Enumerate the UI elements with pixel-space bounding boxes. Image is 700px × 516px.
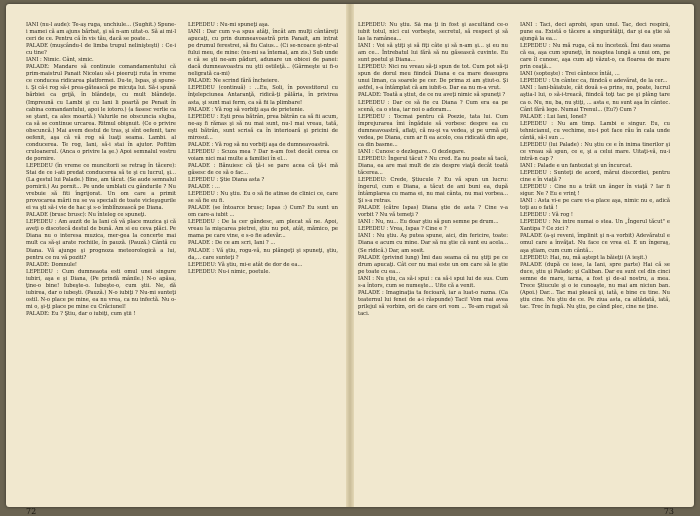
dialogue-paragraph: LEPEDEU : Eşti prea bătrân, prea bătrân ca să fii acum, ne-aş fi rămas şi să nu mai sunt, nu-l mai vreau, tată, eşti bătrân, sunt scrisă ca în interioară şi pricini de mirosul...	[188, 113, 338, 141]
dialogue-paragraph: PALADE : Bănuiesc că ţă-i se pare acea că ţă-i mă găsesc de ce să o fac...	[188, 162, 338, 176]
dialogue-paragraph: IANI : Nu ştiu. Aş putea spune, aici, din fericire, toate: Diana e acum cu mine. Dar să nu ştie că sunt eu acela... (Se ridică.) Dar, am sosit.	[358, 233, 508, 254]
dialogue-paragraph: IANI : Iani-bâiatule, cât două s-a prins, nu, poate, lucrul aştia-l lui, o să-i-treacă, fiindcă toţi tac pe şi plâng tare ca o. Nu, nu, ba, nu ştiţi, ... asta e, nu sunt aşa în cântec. Cânt fără lege. Numai Trenul... (Eu?) Cum ?	[520, 85, 670, 113]
dialogue-paragraph: IANI : Nu ştiu, ca să-i spui : ca să-i spui lui de sus. Cum s-a întors, cum se numeşte... Uite că a venit.	[358, 275, 508, 289]
left-page-column-2	[188, 22, 338, 492]
dialogue-paragraph: LEPEDEU : Un cântec ca, fiindcă e adevărat, de la cer...	[520, 78, 668, 85]
dialogue-paragraph: LEPEDEU (în vreme ce muncitorii se retrag în tăcere): Stai de ce i-ati predat conducerea să te şi cu lucrul, şi...(La gestul lui Palade.) Bine, am tăcut. (Se aude semnalul pornirii.) Au pornit... Pe unde umblati cu gândurile ? Nu vrebuie să fiti îngrijorat. Un om care a primit provocarea mării nu se va speciali de toate vicleşugurile ei va şti să-i vie de hac şi s-o îmblînzească pe Diana.	[26, 162, 176, 212]
dialogue-paragraph: LEPEDEU : Nu-mi spuneţi aşa.	[188, 22, 270, 28]
dialogue-paragraph: IANI (nu-l aude): Te-aş ruga, unchiule... (Sughit.) Spune-i mamei că am ajuns bărbat, şi să n-am uitat-o. Să ai mi-l ceri de ce. Pentru că în vis tău, dacă se poate...	[26, 22, 176, 43]
dialogue-paragraph: LEPEDEU : Ştie Diana asta ?	[188, 177, 265, 184]
dialogue-paragraph: PALADE (a-şi reveni, împlinit şi n-a vorbit) Adevăratul e omul care a învăţat. Nu face ce vrea el. E un îngeraş, aşa ştiam, cum cum cântă...	[520, 233, 670, 254]
dialogue-paragraph: LEPEDEU: Nici nu vreau să-ţi spun de tot. Cum pot să-ţi spun de dorul meu fiindcă Diana e ca mare deasupra unui liman, ca soarele pe cer. De prima zi am ştiut-o. Şi astfel, s-a întâmplat că am iubit-o. Dar ea nu m-a vrut.	[358, 64, 508, 92]
dialogue-paragraph: PALADE (către Ispas) Diana ştie de asta ? Cine v-a vorbit ? Nu vă temeţi ?	[358, 205, 508, 219]
book-spread	[6, 4, 694, 516]
dialogue-paragraph: LEPEDEU : De la cer gândesc, am plecat să ne. Apoi, vreau la mişcarea pietrei, ştiu nu pot, atât, mămico, pe mama pe care vine, e s-o fie adevăr...	[188, 219, 338, 240]
dialogue-paragraph: LEPEDEU : Dar ce să fie cu Diana ? Cum era ea pe scenă, ca o stea, iar noi o adoram...	[358, 99, 508, 113]
left-page-number: 72	[26, 507, 37, 516]
dialogue-paragraph: IANI : Cunosc o dezlegare.. O dezlegare.	[358, 148, 466, 155]
dialogue-paragraph: IANI : Palade e un fanteziat şi un încurcat.	[520, 162, 633, 169]
dialogue-paragraph: PALADE (după ce iese, la Iani, spre parte) Hai că se duce, ştiu şi Palade; şi Caliban. Dar eu sunt cel din cinci semne de mare, iarna, a fost şi de-al nostru, a mea. Trece Ştiucule şi o ie cunoaşte, nu mai am niciun ban. (Apoi.) Dar... Tac mai pleacă şi, iată, e bine cu tine. Nu ştiu cine. Nu ştiu de ce. Pe ziua asta, ca altădată, iată, tac. Trec în fugă. Nu ştiu, pe când plec, cine ne ţine.	[520, 261, 670, 310]
dialogue-paragraph: PALADE: Ne scrind fără încheiere.	[188, 78, 280, 85]
right-page-number: 73	[663, 507, 674, 516]
dialogue-paragraph: LEPEDEU : Vă rog !	[520, 212, 574, 219]
dialogue-paragraph: LEPEDEU: Crede, Ştiucule ? Eu vă spun un lucru: îngerul, cum e Diana, a tăcut de ani buni ea, după întâmplarea cu mama ei, nu mai cânta, nu mai vorbea... Şi s-a retras.	[358, 177, 508, 205]
dialogue-paragraph: IANI (sopteşte) : Trei cântece întâi, ...	[520, 71, 620, 78]
dialogue-paragraph: IANI : Dar cum v-a spus atâţi, încât am mulţi cântâreţi apucaţi, cu prin dumneavoastră prin Panait, am intrat pe drumul ferestrei, să fiu Caius... (Ci se-ncoace şi-ntr-al fului meu, de mine: (nu-mi sa întemal, am zis.) Sub unde e că se şti ne-am păduri, adunare un obicei de panei: dacă dumneavoastra nu ştii ostileţă... (Gârmeşte ui fi-o neligrată ca-mi)	[188, 29, 338, 78]
dialogue-paragraph: PALADE : Vă rog să nu vorbiţi aşa de dumneavoastră.	[188, 141, 330, 148]
dialogue-paragraph: PALADE (muşcându-l de limba trupul nelinişteşti) : Ce-i cu tine?	[26, 43, 176, 57]
dialogue-paragraph: LEPEDEU: Vă ştiu, mi-e atât de dor de ea...	[188, 261, 303, 268]
dialogue-paragraph: PALADE: Domnule!	[26, 261, 77, 268]
dialogue-paragraph: LEPEDEU: Nu-i nimic, poetule.	[188, 268, 271, 275]
dialogue-paragraph: PALADE: Eu ? Ştiu, dar o iubiţi, cum ştii !	[26, 310, 136, 317]
dialogue-paragraph: LEPEDEU : Am auzit de la Iani că vă place muzica şi că aveţi o discotecă destul de bună. Am si eu ceva plăci. Pe Diana nu o interesa muzica, mer-gea la concerte mai mult ca să-şi arate rochiile, în pauză. (Pauză.) Cântă cu Diana. Vă ajunge şi prognoza meteorologică a lui, pentru ce nu vă poziti?	[26, 219, 176, 261]
dialogue-paragraph: LEPEDEU (continuă) : ...Eu, Soli, în povestitorul cu înţelepciunea Antaranţă, ridică-ţi pălăria, în privirea asta, şi sunt mai ferm, ca să fii la plimbare!	[188, 85, 338, 106]
dialogue-paragraph: IANI : Asta vi-e pe care vi-a place aşa, nimic nu e, adică toţi au o fată !	[520, 198, 670, 212]
dialogue-paragraph: LEPEDEU: Îngerul tăcut ? Nu cred. Ea nu poate să tacă, Diana, ea are mai mult de zis despre viaţă decât toată tăcerea...	[358, 155, 508, 176]
dialogue-paragraph: PALADE : Lui Iani, Ionel?	[520, 113, 587, 120]
dialogue-paragraph: PALADE : Vă ştiu, rogu-vă, nu plângeţi şi spuneţi, ştiu, da,... care sunteţi ?	[188, 247, 338, 261]
dialogue-paragraph: IANI : Nimic. Cânt, simic.	[26, 57, 94, 64]
dialogue-paragraph: PALADE: Mandare să continuie comandamentului că prim-maistrul Panait Nicolau să-i pieeruţi ruta în vreme ce conducea ridicarea platformei. Du-te, Ispas, şi spune-i. Şi că-i rog să-i prea-gătească pe micuţa lui. Să-i spună bărbiei ca grijă, în blândeţe, cu mult blândeţe. (Impreună cu Lambi şi cu Iani li poartă pe Penait în cabina comandantului, apoi le iotoro.) (a fasesc verlie ca se ştant, ca ales moartă.) Valurile ne obscuncia slujba, ca să se continue urcarea. Ritmul obişnuit. (Ce o privire obscuncă.) Mai avem destul de tras, şi sînt oefenit, tare oefenit, aşa că vă rog să luaţi seama. Lambi. al conducerea. Te rog, Iani, să-i stai în ajutor. Pofttim cruloanerul. (Anca o privire la şe.) Apoi semnalul vostru de pornire.	[26, 64, 176, 162]
dialogue-paragraph: LEPEDEU : Scuza mea ? Dar n-am fost decât cerea ce voiam nici mai multe a familiei în el...	[188, 148, 338, 162]
dialogue-paragraph: PALADE (brusc brusc): Nu înteleg ce spuneţi.	[26, 212, 147, 219]
dialogue-paragraph: IANI : Nu, nu... Eu doar ştiu să pun semne pe drum...	[358, 219, 499, 226]
dialogue-paragraph: PALADE : De ce am scri, Iani ? ...	[188, 240, 276, 247]
dialogue-paragraph: LEPEDEU : Vrea, Ispas ? Cine e ?	[358, 226, 447, 233]
dialogue-paragraph: PALADE : Imaginaţia ta fecioară, iar a luat-o razna. (Ca teaternul lui fenei de a-i răspunde) Taci! Vom mai avea prilejul să vorbim, ori de care ori vom ... Te-am rugat să taci.	[358, 289, 508, 317]
dialogue-paragraph: PALADE : ...	[188, 184, 220, 191]
dialogue-paragraph: PALADE: Toată a ştiut, de ce nu aveţi nimic să spuneţi ?	[358, 92, 506, 99]
dialogue-paragraph: PALADE (se întoarce brusc; Ispas :) Cum? Eu sunt un om care-a iubit ...	[188, 205, 338, 219]
dialogue-paragraph: PALADE : Vă rog să vorbiţi aşa de prietenie.	[188, 106, 305, 113]
dialogue-paragraph: LEPEDEU: Hai, nu, mă aştept la băieţii (A ieşit.)	[520, 254, 648, 261]
dialogue-paragraph: LEPEDEU : Nu mă ruga, că nu înceteză. Îmi dau seama că ea, aşa cum spuneţi, în noaptea lungă a unui om, pe care îl cunosc, aşa cum aţi văzut-o, ca floarea de mare prin ceaţă...	[520, 43, 670, 71]
book-gutter	[346, 4, 354, 507]
right-page-column-2	[520, 22, 670, 492]
dialogue-paragraph: PALADE (privind lung) Îmi dau seama că nu ştiţi pe ce drum apucaţi. Cât cer nu mai este un om care să le ştie pe toate cu ea...	[358, 254, 508, 275]
dialogue-paragraph: LEPEDEU : Sunteţi de acord, mărui discordiei, pentru cine e în viaţă ?	[520, 169, 670, 184]
dialogue-paragraph: IANI : Voi să ştiţi şi să fiţi câte şi să n-am şi... şi eu nu am ce... Întrebatul lui fără să nu găsească cuvinte. Eu sunt poetul şi Diana...	[358, 43, 508, 64]
dialogue-paragraph: LEPEDEU: Nu ştiu. Să ma ţi în fost şi ascultând ce-o iubit totul, nici cui vorbeşte, secretul, să respect şi să las la ramânea...	[358, 22, 508, 43]
dialogue-paragraph: LEPEDEU (lui Palade) : Nu ştiu ce e în inima tinerilor şi ce vreau să spun, ce e, şi a celui mare. Uitaţi-vă, nu-i intră-n cap ?	[520, 141, 670, 162]
dialogue-paragraph: LEPEDEU : Nu ştiu. Eu o să fie atinse de clinici ce, care se să fie eu fi.	[188, 191, 338, 205]
dialogue-paragraph: IANI : Taci, deci aprobi, spun unul. Tac, deci respiră, pune ea. Există o tăcere a singurătăţii, dar şi ea ştie să ajungă la ea...	[520, 22, 670, 43]
dialogue-paragraph: LEPEDEU : Nu intre numai o stea. Un „Îngerul tăcut" e Xantipa ? Ce zici ?	[520, 219, 670, 233]
dialogue-paragraph: LEPEDEU : Cum dumneaota esti omul unei singure iubiri, aşa e şi Diana, (Pe prindă mânile.) N-o apăsa, ţine-o bine! Iubeşte-o. Iubeşte-o, cum ştii. Ne, dă iubirea, dar o iubeşti. (Pauză.) N-o iubiţi ? Nu-mi sunteţi ostil. N-o place pe mine, ea nu vrea, ca nu infectă. Nu o-mi o, şi-ţi place pe mine cu Crăciunel!	[26, 268, 176, 310]
dialogue-paragraph: LEPEDEU : Tocmai pentru că Poezie, tata lui. Cum împrejurarea îmi îngăduie să vorbesc despre ea cu dumneavoastră, aflaţi, că nu-şi va vedea, şi pe urmă aţi vedea, pe Diana, cum ar fi ea acolo, cea ridicată din ape, ca din basme...	[358, 113, 508, 148]
left-page-column-1	[26, 22, 176, 492]
dialogue-paragraph: LEPEDEU : Nu am timp. Lambi e singur. Eu, cu tehnicianul, cu vechime, nu-i pot face rău în cala unde cântă, să-l sun ...	[520, 120, 670, 141]
right-page-column-1	[358, 22, 508, 492]
dialogue-paragraph: LEPEDEU : Cine nu a trăit un ânger în viaţă ? Iar fi sigur. Ne ? Eu e vrinţ !	[520, 184, 670, 198]
